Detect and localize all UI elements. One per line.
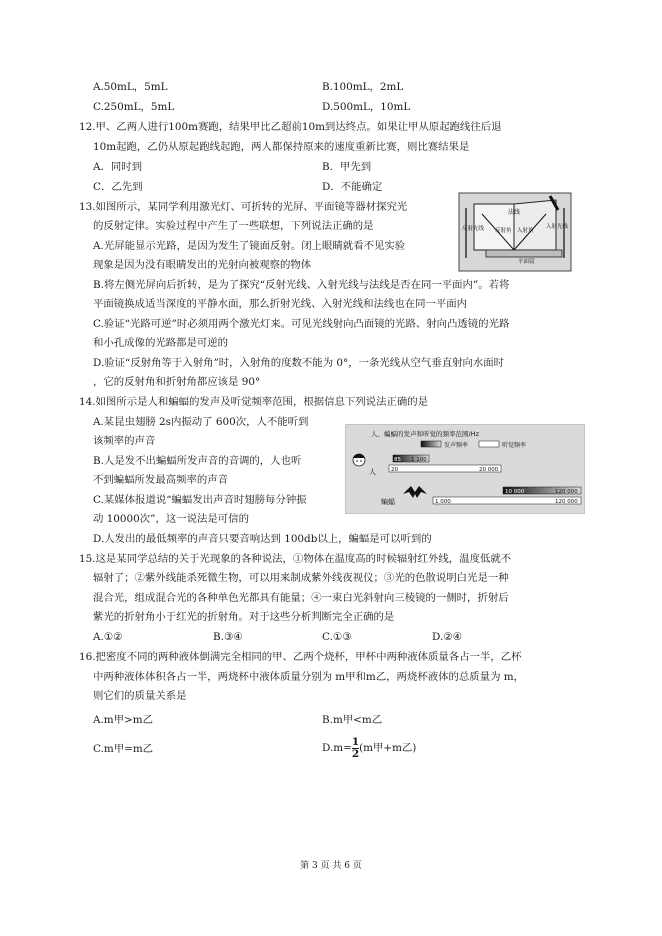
q16-option-d <box>322 735 416 761</box>
q15-stem-line4: 紫光的折射角小于红光的折射角。对于这些分析判断完全正确的是 <box>93 611 395 623</box>
q14-human-emit-high: 1 100 <box>411 457 427 463</box>
q14-option-a-line2: 该频率的声音 <box>93 435 156 447</box>
q15-stem-line1: 15.这是某同学总结的关于光现象的各种说法，①物体在温度高的时候辐射红外线，温度低就不 <box>79 553 512 565</box>
q13-option-d-line2: ，它的反射角和折射角都应该是 90° <box>93 376 261 388</box>
q14-option-b-line1: B.人是发不出蝙蝠所发声音的音调的，人也听 <box>93 455 302 467</box>
q16-stem-line2: 中两种液体体积各占一半，两烧杯中液体质量分别为 m甲和m乙，两烧杯液体的总质量为 m， <box>93 671 525 683</box>
q14-bat-emit-high: 120 000 <box>555 489 578 495</box>
q12-stem-line2: 10m起跑，乙仍从原起跑线起跑，两人都保持原来的速度重新比赛，则比赛结果是 <box>93 141 470 153</box>
q12-option-c: C．乙先到 <box>93 181 143 193</box>
q13-figure-label-incident-ray: 入射光线 <box>546 224 569 230</box>
q11-option-a: A.50mL，5mL <box>93 81 168 93</box>
q16-option-a: A.m甲>m乙 <box>93 714 153 726</box>
q13-figure-label-normal: 法线 <box>508 209 521 216</box>
q13-reflection-figure <box>458 192 572 272</box>
q12-option-a: A．同时到 <box>93 161 143 173</box>
q13-figure-label-reflect-ray: 反射光线 <box>462 226 485 232</box>
q11-option-b: B.100mL，2mL <box>322 81 404 93</box>
q13-option-b-line1: B.将左侧光屏向后折转，是为了探究“反射光线、入射光线与法线是否在同一平面内”。若将 <box>93 279 510 291</box>
one-half-fraction <box>352 737 359 760</box>
q16-option-c: C.m甲=m乙 <box>93 743 154 755</box>
q16-stem-line3: 则它们的质量关系是 <box>93 690 187 702</box>
q13-stem-line1: 13.如图所示，某同学利用激光灯、可折转的光屏、平面镜等器材探究光 <box>79 201 408 213</box>
q16-option-b: B.m甲<m乙 <box>322 714 383 726</box>
q11-option-d: D.500mL，10mL <box>322 101 411 113</box>
q14-bat-hear-high: 120 000 <box>555 499 578 505</box>
q16-stem-line1: 16.把密度不同的两种液体倒满完全相同的甲、乙两个烧杯，甲杯中两种液体质量各占一半，乙杯 <box>79 651 522 663</box>
q13-option-c-line2: 和小孔成像的光路都是可逆的 <box>93 337 229 349</box>
q13-stem-line2: 的反射定律。实验过程中产生了一些联想，下列说法正确的是 <box>93 220 374 232</box>
q14-human-hear-high: 20 000 <box>479 467 499 473</box>
fraction-numerator: 1 <box>351 735 360 748</box>
q15-option-d: D.②④ <box>432 631 462 643</box>
q14-label-human: 人 <box>369 468 376 476</box>
q14-label-bat: 蝙蝠 <box>381 498 395 506</box>
q15-stem-line2: 辐射了；②紫外线能杀死微生物，可以用来制成紫外线夜视仪；③光的色散说明白光是一种 <box>93 572 509 584</box>
q13-option-a-line2: 现象是因为没有眼睛发出的光射向被观察的物体 <box>93 259 312 271</box>
q14-legend-hear: 听觉频率 <box>502 442 527 449</box>
q14-human-emit-low: 85 <box>394 457 401 463</box>
q14-bat-emit-low: 10 000 <box>505 489 525 495</box>
q13-option-a-line1: A.光屏能显示光路，是因为发生了镜面反射。闭上眼睛就看不见实验 <box>93 240 406 252</box>
q14-stem-line1: 14.如图所示是人和蝙蝠的发声及听觉频率范围，根据信息下列说法正确的是 <box>79 396 429 408</box>
q13-figure-label-mirror: 平面镜 <box>518 259 535 265</box>
q14-option-a-line1: A.某昆虫翅膀 2s内振动了 600次，人不能听到 <box>93 416 309 428</box>
q16-option-d-prefix: D.m= <box>322 742 352 754</box>
q14-bat-hear-low: 1 000 <box>435 499 451 505</box>
q15-option-c: C.①③ <box>322 631 352 643</box>
q12-stem-line1: 12.甲、乙两人进行100m赛跑，结果甲比乙超前10m到达终点。如果让甲从原起跑线往后退 <box>79 121 502 133</box>
q11-option-c: C.250mL，5mL <box>93 101 175 113</box>
q13-figure-label-incident-angle: 入射角 <box>517 228 534 234</box>
q14-legend-emit: 发声频率 <box>444 442 469 449</box>
q12-option-b: B．甲先到 <box>322 161 372 173</box>
q13-figure-label-reflect-angle: 反射角 <box>495 228 512 234</box>
q15-stem-line3: 混合光，组成混合光的各种单色光都具有能量；④一束白光斜射向三棱镜的一侧时，折射后 <box>93 592 509 604</box>
q14-option-d: D.人发出的最低频率的声音只要音响达到 100db以上，蝙蝠是可以听到的 <box>93 533 432 545</box>
q14-option-b-line2: 不到蝙蝠所发最高频率的声音 <box>93 474 229 486</box>
q15-option-a: A.①② <box>93 631 123 643</box>
q14-option-c-line2: 动 10000次”，这一说法是可信的 <box>93 513 249 525</box>
fraction-denominator: 2 <box>351 747 360 760</box>
page-footer: 第 3 页 共 6 页 <box>300 861 362 871</box>
q12-option-d: D．不能确定 <box>322 181 383 193</box>
q13-option-b-line2: 平面镜换成适当深度的平静水面，那么折射光线、入射光线和法线也在同一平面内 <box>93 298 468 310</box>
q15-option-b: B.③④ <box>213 631 243 643</box>
q14-option-c-line1: C.某媒体报道说“蝙蝠发出声音时翅膀每分钟振 <box>93 494 307 506</box>
q13-option-d-line1: D.验证“反射角等于入射角”时，入射角的度数不能为 0°，一条光线从空气垂直射向水面时 <box>93 357 505 369</box>
q14-frequency-figure <box>345 424 585 514</box>
q13-option-c-line1: C.验证“光路可逆”时必须用两个激光灯来。可见光线射向凸面镜的光路、射向凸透镜的光路 <box>93 318 510 330</box>
q14-human-hear-low: 20 <box>391 467 398 473</box>
q14-figure-title: 人、蝙蝠的发声和听觉的频率范围/Hz <box>371 430 479 438</box>
q16-option-d-suffix: (m甲+m乙) <box>359 742 417 754</box>
person-icon <box>353 454 365 466</box>
